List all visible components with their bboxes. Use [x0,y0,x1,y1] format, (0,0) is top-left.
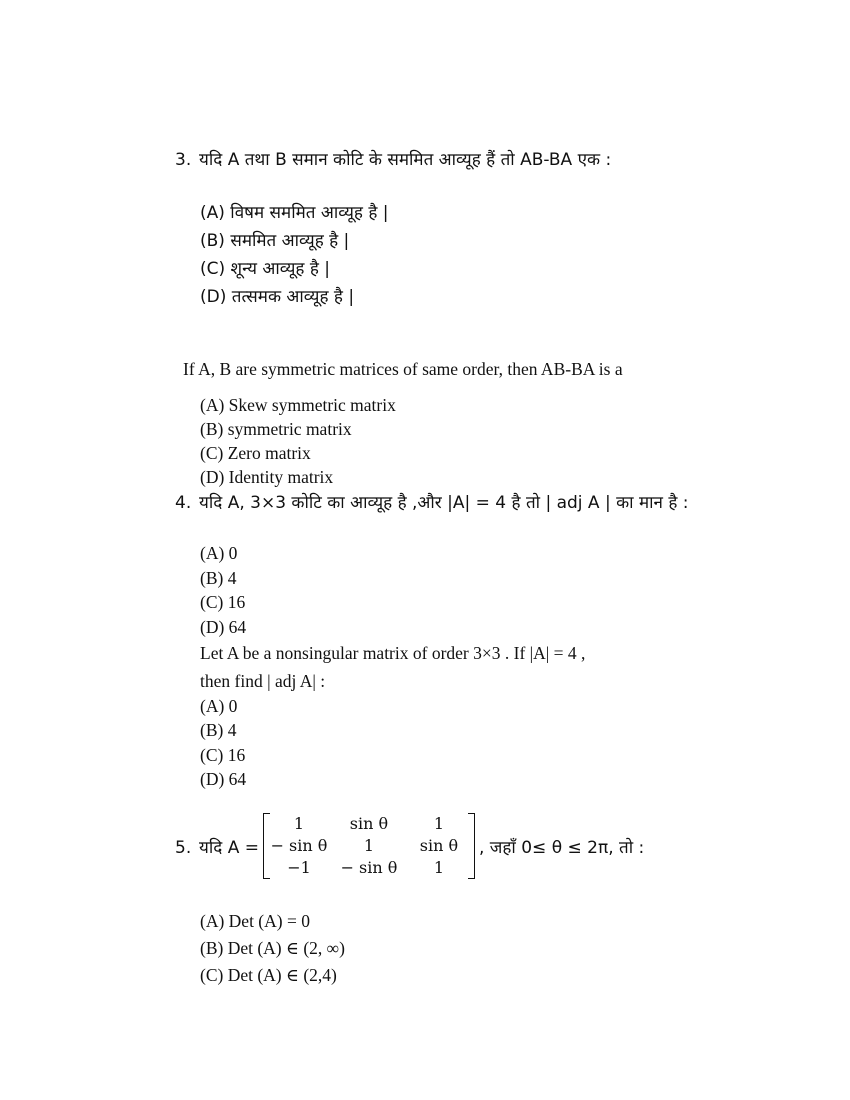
q4-english-option-b: (B) 4 [200,720,237,740]
q4-english-question-line2: then find | adj A| : [200,671,326,691]
q3-english-question: If A, B are symmetric matrices of same order, then AB-BA is a [183,359,623,379]
q3-hindi-option-a: (A) विषम सममित आव्यूह है | [200,203,389,223]
q4-english-option-a: (A) 0 [200,696,238,716]
q3-hindi-question-text: यदि A तथा B समान कोटि के सममित आव्यूह हैं तो AB-BA एक : [199,150,612,170]
q3-hindi-option-c: (C) शून्य आव्यूह है | [200,259,331,279]
q5-lead [175,835,259,858]
q3-number: 3. [175,150,192,170]
q4-number: 4. [175,493,192,513]
q3-english-option-d: (D) Identity matrix [200,467,334,487]
q4-hindi-question-text: यदि A, 3×3 कोटि का आव्यूह है ,और |A| = 4 है तो | adj A | का मान है : [199,493,689,513]
q4-hindi-option-b: (B) 4 [200,568,237,588]
matrix-cell-r3c1: −1 [287,858,311,877]
q4-hindi-question [175,493,689,513]
matrix-cell-r1c2: sin θ [349,814,389,833]
q5-question [175,812,644,880]
q5-lead-text: यदि A = [199,837,259,858]
q3-english-option-c: (C) Zero matrix [200,443,311,463]
q4-english-question-line1: Let A be a nonsingular matrix of order 3×3 . If |A| = 4 , [200,643,586,663]
q5-number: 5. [175,837,192,858]
q4-hindi-option-c: (C) 16 [200,592,246,612]
q3-hindi-question [175,150,611,170]
q5-matrix [263,813,475,879]
q3-hindi-option-b: (B) सममित आव्यूह है | [200,231,350,251]
matrix-cell-r3c2: − sin θ [340,858,398,877]
q4-english-option-c: (C) 16 [200,745,246,765]
q3-english-option-a: (A) Skew symmetric matrix [200,395,396,415]
q5-option-b: (B) Det (A) ∈ (2, ∞) [200,938,345,958]
matrix-cell-r1c1: 1 [293,814,305,833]
matrix-cell-r2c3: sin θ [419,836,459,855]
q4-english-option-d: (D) 64 [200,769,247,789]
matrix-cell-r3c3: 1 [433,858,445,877]
q4-hindi-option-a: (A) 0 [200,543,238,563]
q4-hindi-option-d: (D) 64 [200,617,247,637]
q5-tail: , जहाँ 0≤ θ ≤ 2π, तो : [478,837,645,858]
q5-option-a: (A) Det (A) = 0 [200,911,310,931]
q3-english-option-b: (B) symmetric matrix [200,419,352,439]
matrix-cell-r1c3: 1 [433,814,445,833]
q3-hindi-option-d: (D) तत्समक आव्यूह है | [200,287,355,307]
matrix-cell-r2c2: 1 [363,836,375,855]
matrix-cell-r2c1: − sin θ [270,836,328,855]
q5-option-c: (C) Det (A) ∈ (2,4) [200,965,337,985]
